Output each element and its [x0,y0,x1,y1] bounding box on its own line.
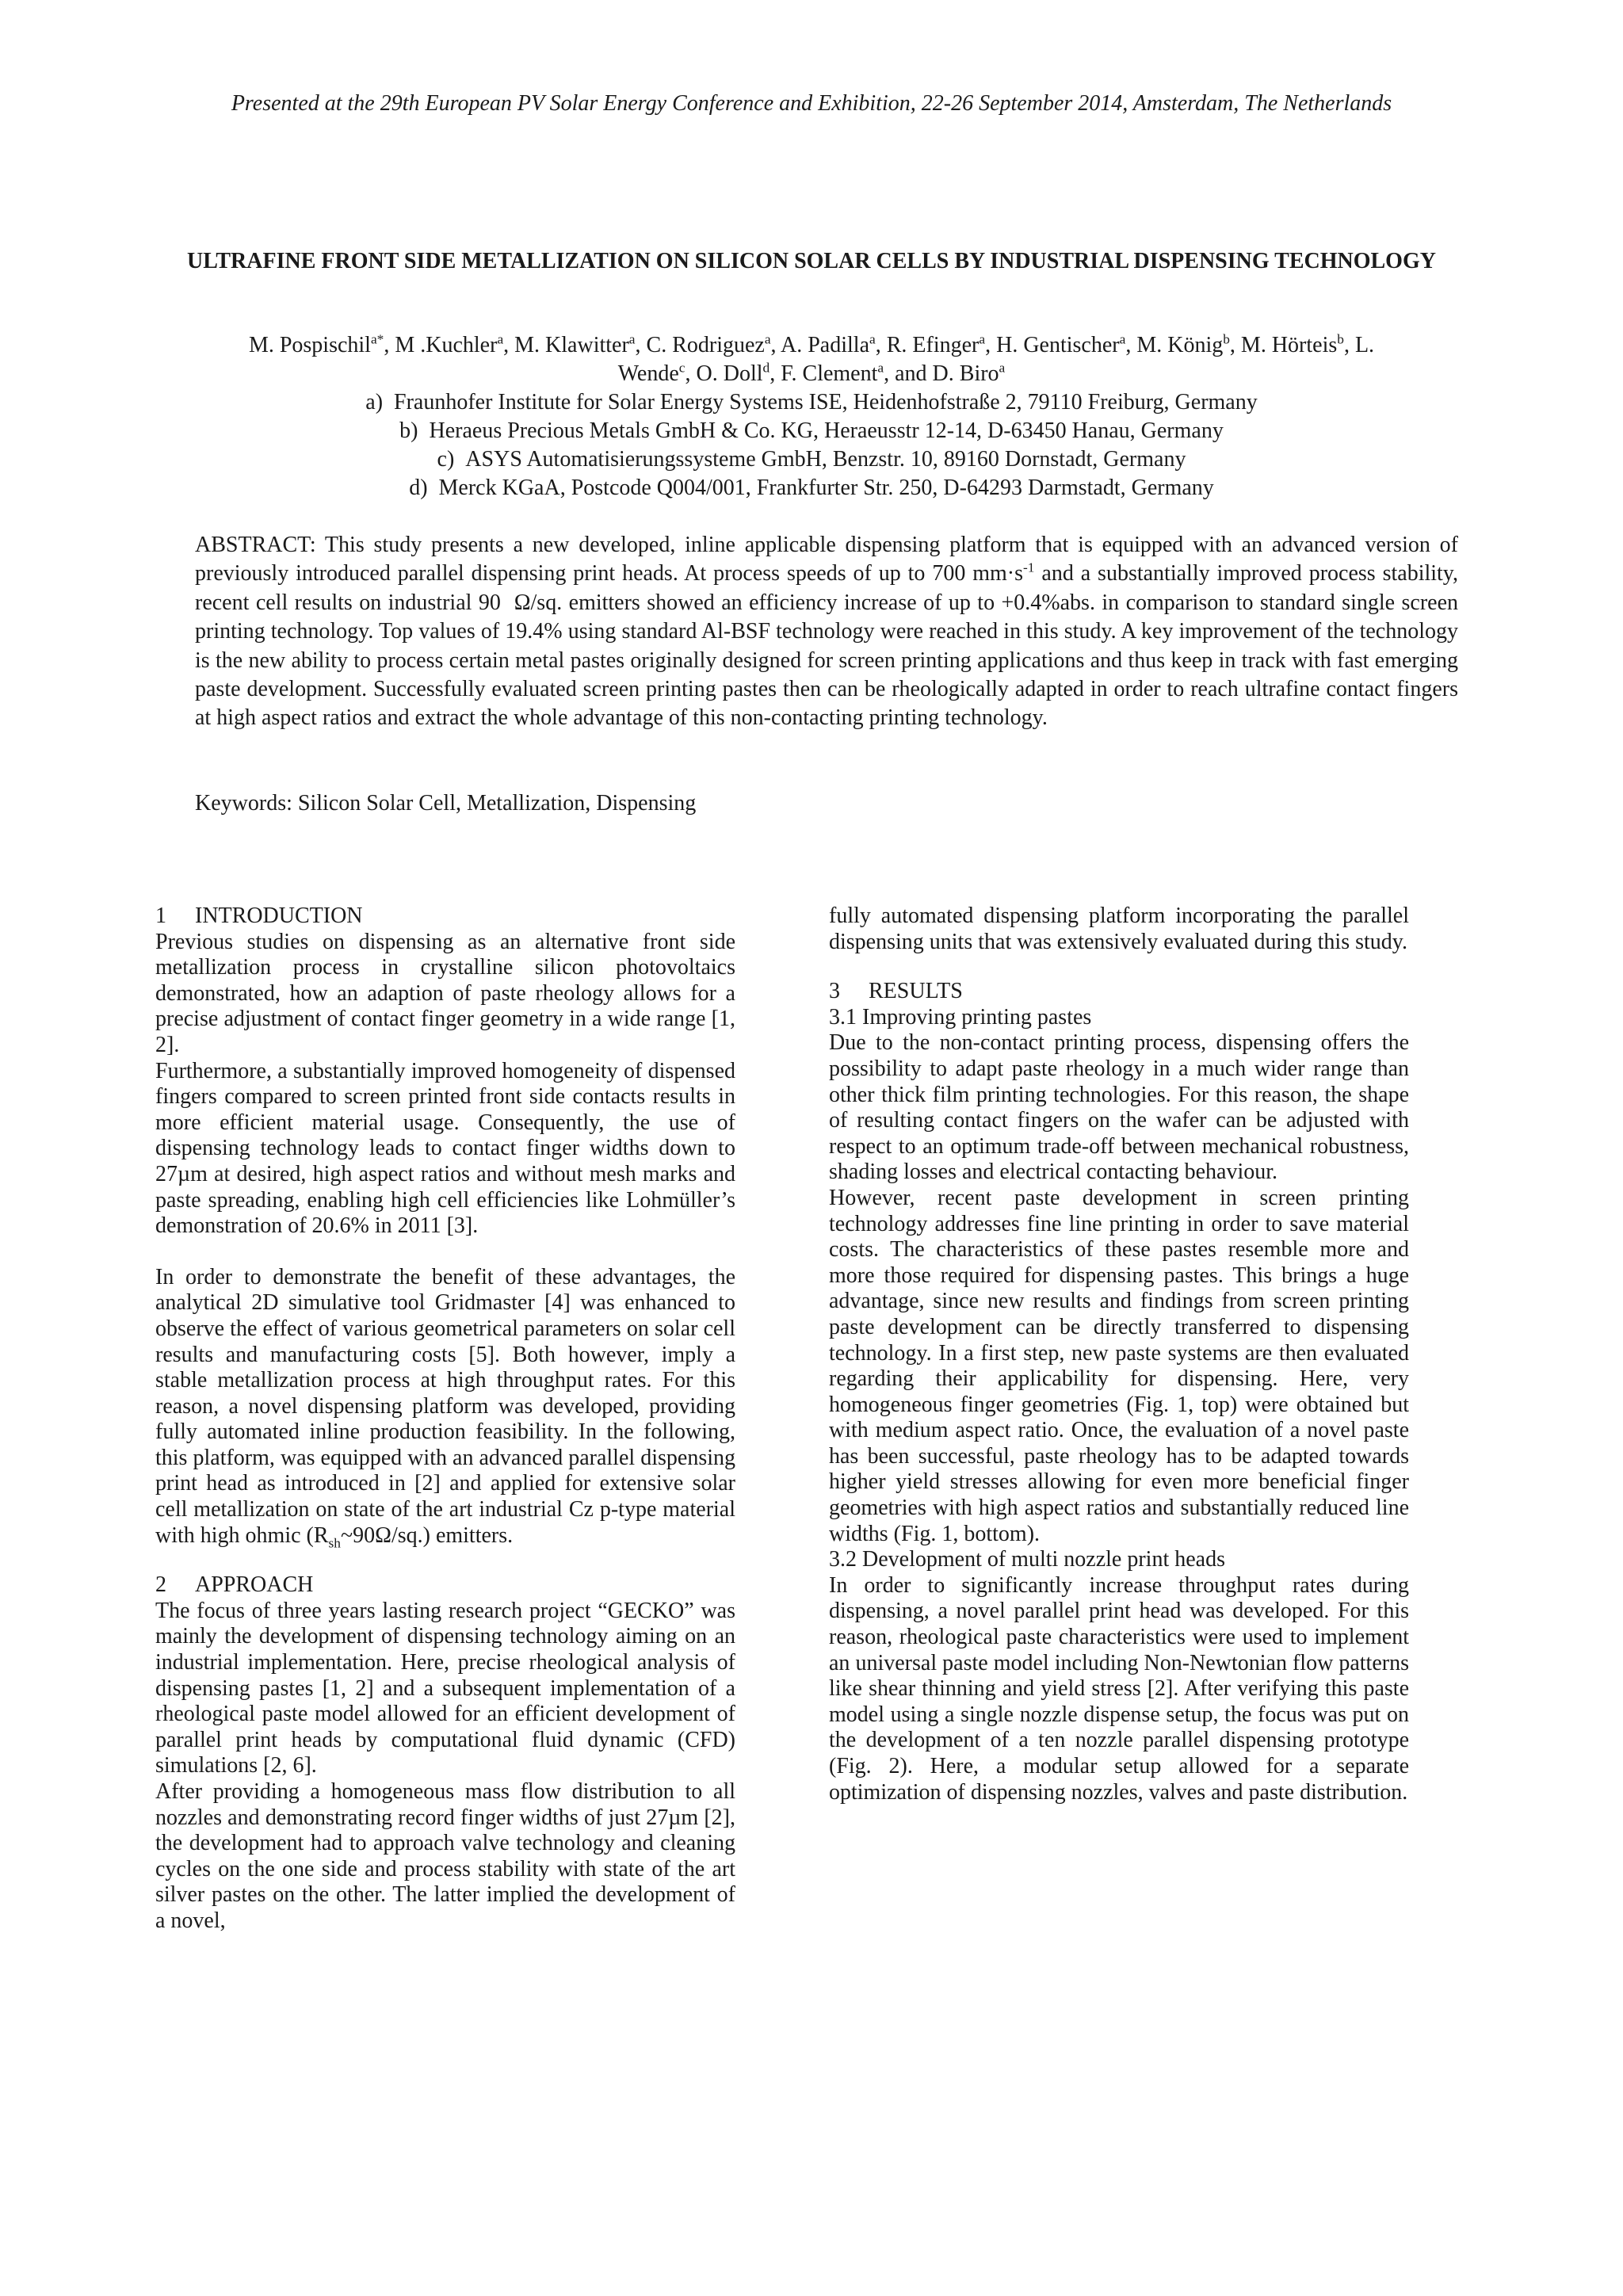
author-name: A. Padilla [781,333,870,357]
keywords: Keywords: Silicon Solar Cell, Metallization, Dispensing [195,791,697,816]
author-name: H. Gentischer [996,333,1120,357]
author-name: M. Pospischil [248,333,371,357]
author-separator: , [769,361,781,386]
paragraph [155,1265,735,1549]
paragraph: Previous studies on dispensing as an alternative front side metallization process in crystalline silicon photovoltaics demonstrated, how an adaption of paste rheology allows for a precise adjustment of contact finger geometry in a wide range [1, 2]. [155,929,735,1057]
affiliation-list [158,388,1465,502]
author-name: M. Hörteis [1240,333,1338,357]
right-column [829,904,1409,1805]
left-column [155,904,735,1935]
author-affiliation-marker: a [877,360,884,376]
author-affiliation-marker: a [869,331,876,347]
affiliation-a: a) Fraunhofer Institute for Solar Energy Systems ISE, Heidenhofstraße 2, 79110 Freiburg, Germany [365,390,1258,415]
section-title: RESULTS [869,979,963,1004]
author-affiliation-marker: c [678,360,685,376]
author-separator: , [1229,333,1241,357]
author-separator: , [1343,333,1355,357]
section-title: APPROACH [195,1572,314,1598]
paper-title: ULTRAFINE FRONT SIDE METALLIZATION ON SILICON SOLAR CELLS BY INDUSTRIAL DISPENSING TECHNOLOGY [187,249,1436,273]
abstract-superscript: -1 [1023,560,1035,576]
paragraph-text: In order to demonstrate the benefit of these advantages, the analytical 2D simulative tool Gridmaster [4] was enhanced to observe the effect of various geometrical parameters on solar cell results and manufacturing costs [5]. Both however, imply a stable metallization process at high throughput rates. For this reason, a novel dispensing platform was developed, providing fully automated inline production feasibility. In the following, this platform, was equipped with an advanced parallel dispensing print head as introduced in [2] and applied for extensive solar cell metallization on state of the art industrial Cz p-type material with high ohmic (R [155,1264,735,1548]
abstract-text-2: and a substantially improved process stability, recent cell results on industrial 90 Ω/sq. emitters showed an efficiency increase of up to +0.4%abs. in comparison to standard single screen printing technology. Top values of 19.4% using standard Al-BSF technology were reached in this study. A key improvement of the technology is the new ability to process certain metal pastes originally designed for screen printing applications and thus keep in track with fast emerging paste development. Successfully evaluated screen printing pastes then can be rheologically adapted in order to reach ultrafine contact fingers at high aspect ratios and extract the whole advantage of this non-contacting printing technology. [195,561,1458,731]
paragraph: However, recent paste development in screen printing technology addresses fine line printing in order to save material costs. The characteristics of these pastes resemble more and more those required for dispensing pastes. This brings a huge advantage, since new results and findings from screen printing paste development can be directly transferred to dispensing technology. In a first step, new paste systems are then evaluated regarding their applicability for dispensing. Here, very homogeneous finger geometries (Fig. 1, top) were obtained but with medium aspect ratio. Once, the evaluation of a novel paste has been successful, paste rheology has to be adapted towards higher yield stresses allowing for even more beneficial finger geometries with high aspect ratios and substantially reduced line widths (Fig. 1, bottom). [829,1185,1409,1546]
paragraph-text: ~90Ω/sq.) emitters. [340,1522,514,1548]
paragraph: Furthermore, a substantially improved homogeneity of dispensed fingers compared to screen printed front side contacts results in more efficient material usage. Consequently, the use of dispensing technology leads to contact finger widths down to 27µm at desired, high aspect ratios and without mesh marks and paste spreading, enabling high cell efficiencies like Lohmüller’s demonstration of 20.6% in 2011 [3]. [155,1058,735,1239]
section-heading-introduction [155,904,735,930]
author-affiliation-marker: a [979,331,986,347]
author-list [238,331,1385,388]
author-affiliation-marker: a* [370,331,384,347]
section-title: INTRODUCTION [195,904,363,928]
section-number: 3 [829,979,840,1004]
author-separator: , [875,333,887,357]
abstract [195,531,1458,733]
author-separator: , [685,361,697,386]
author-affiliation-marker: a [497,331,504,347]
author-affiliation-marker: b [1337,331,1344,347]
paragraph: Due to the non-contact printing process, dispensing offers the possibility to adapt paste rheology in a much wider range than other thick film printing technologies. For this reason, the shape of resulting contact fingers on the wafer can be adjusted with respect to an optimum trade-off between mechanical robustness, shading losses and electrical contacting behaviour. [829,1030,1409,1185]
affiliation-b: b) Heraeus Precious Metals GmbH & Co. KG, Heraeusstr 12-14, D-63450 Hanau, Germany [399,418,1224,443]
paragraph: The focus of three years lasting research project “GECKO” was mainly the development of dispensing technology aiming on an industrial implementation. Here, precise rheological analysis of dispensing pastes [1, 2] and a subsequent implementation of a rheological paste model allowed for an efficient development of parallel print heads by computational fluid dynamic (CFD) simulations [2, 6]. [155,1598,735,1778]
author-separator: , [770,333,781,357]
subsection-heading-improving-pastes: 3.1 Improving printing pastes [829,1004,1092,1030]
paragraph: fully automated dispensing platform incorporating the parallel dispensing units that was extensively evaluated during this study. [829,904,1409,954]
section-number: 2 [155,1572,166,1598]
section-heading-results [829,979,1409,1005]
conference-header: Presented at the 29th European PV Solar Energy Conference and Exhibition, 22-26 September 2014, Amsterdam, The Netherlands [231,91,1392,116]
author-name: O. Doll [696,361,763,386]
author-affiliation-marker: a [628,331,636,347]
author-separator: , [635,333,647,357]
author-separator: , [503,333,515,357]
author-separator: , and [884,361,933,386]
paragraph: After providing a homogeneous mass flow distribution to all nozzles and demonstrating record finger widths of just 27µm [2], the development had to approach valve technology and cleaning cycles on the one side and process stability with state of the art silver pastes on the other. The latter implied the development of a novel, [155,1779,735,1933]
author-name: M. König [1136,333,1224,357]
author-name: M .Kuchler [395,333,498,357]
author-name: C. Rodriguez [646,333,765,357]
section-heading-approach [155,1572,735,1599]
author-name: D. Biro [932,361,999,386]
paragraph: In order to significantly increase throughput rates during dispensing, a novel parallel print head was developed. For this reason, rheological paste characteristics were used to implement an universal paste model including Non-Newtonian flow patterns like shear thinning and yield stress [2]. After verifying this paste model using a single nozzle dispense setup, the focus was put on the development of a ten nozzle parallel dispensing prototype (Fig. 2). Here, a modular setup allowed for a separate optimization of dispensing nozzles, valves and paste distribution. [829,1572,1409,1805]
affiliation-d: d) Merck KGaA, Postcode Q004/001, Frankfurter Str. 250, D-64293 Darmstadt, Germany [409,476,1214,500]
author-affiliation-marker: b [1223,331,1230,347]
author-affiliation-marker: a [764,331,771,347]
subsection-heading-multi-nozzle: 3.2 Development of multi nozzle print heads [829,1547,1225,1572]
author-affiliation-marker: a [1119,331,1126,347]
author-affiliation-marker: d [762,360,770,376]
author-name: M. Klawitter [514,333,629,357]
subscript: sh [328,1535,341,1551]
author-name: F. Clement [781,361,878,386]
section-number: 1 [155,904,166,928]
abstract-text-1: ABSTRACT: This study presents a new developed, inline applicable dispensing platform that is equipped with an advanced version of previously introduced parallel dispensing print heads. At process speeds of up to 700 mm·s [195,533,1458,586]
author-separator: , [1125,333,1137,357]
author-affiliation-marker: a [999,360,1006,376]
author-separator: , [985,333,997,357]
affiliation-c: c) ASYS Automatisierungssysteme GmbH, Benzstr. 10, 89160 Dornstadt, Germany [437,447,1186,472]
author-name: L. Wende [617,333,1375,386]
author-separator: , [384,333,395,357]
author-name: R. Efinger [886,333,980,357]
